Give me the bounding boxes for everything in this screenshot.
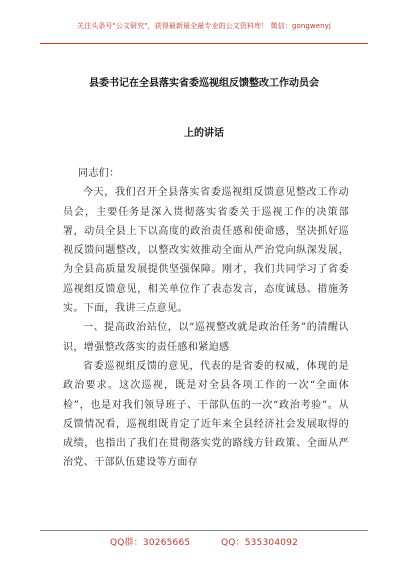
- page-footer-contact: QQ群：30265665 QQ：535304092: [109, 538, 299, 548]
- page-header-ad: 关注头条号"公文研究"，获得最新最全最专业的公文资料库！ 微信：gongwenyj: [77, 22, 331, 30]
- document-body: [63, 164, 349, 473]
- paragraph-section-body-1: 省委巡视组反馈的意见，代表的是省委的权威，体现的是政治要求。这次巡视，既是对全县各项工作的一次“全面体检”，也是对我们领导班子、干部队伍的一次“政治考验”。从反馈情况看，巡视组既肯定了近年来全县经济社会发展取得的成绩，也指出了我们在贯彻落实党的路线方针政策、全面从严治党、干部队伍建设等方面存: [63, 360, 349, 469]
- footer-divider: [40, 530, 368, 531]
- document-title-line1: 县委书记在全县落实省委巡视组反馈整改工作动员会: [89, 78, 319, 89]
- document-title-line2: 上的讲话: [184, 128, 224, 139]
- header-divider: [40, 43, 368, 44]
- paragraph-intro: 今天，我们召开全县落实省委巡视组反馈意见整改工作动员会，主要任务是深入贯彻落实省委关于巡视工作的决策部署，动员全县上下以高度的政治责任感和使命感，坚决抓好巡视反馈问题整改，以整改实效推动全面从严治党向纵深发展，为全县高质量发展提供坚强保障。刚才，我们共同学习了省委巡视组反馈意见，相关单位作了表态发言，态度诚恳、措施务实。下面，我讲三点意见。: [63, 187, 349, 315]
- salutation: 同志们：: [78, 168, 120, 179]
- paragraph-section-heading-1: 一、提高政治站位，以“巡视整改就是政治任务”的清醒认识，增强整改落实的责任感和紧迫感: [63, 322, 349, 353]
